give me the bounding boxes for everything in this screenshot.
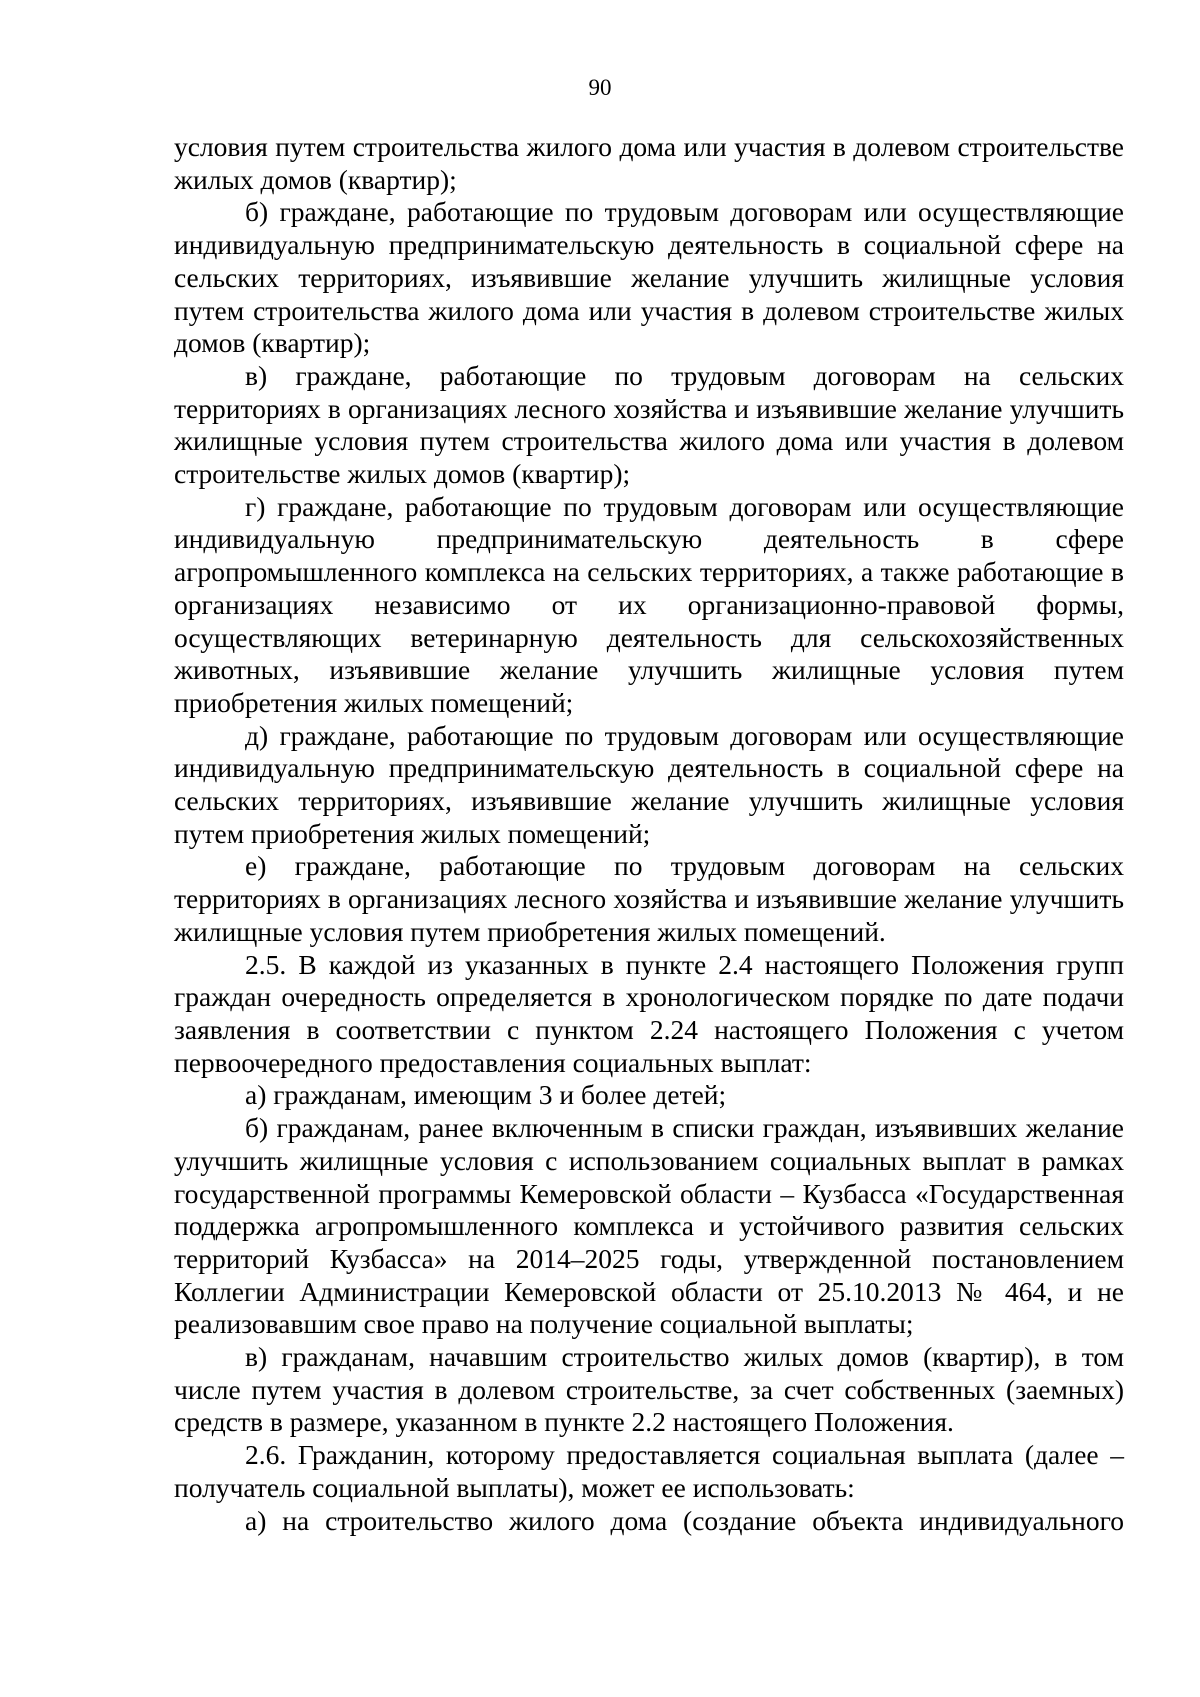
document-body <box>174 131 1124 1537</box>
paragraph: а) гражданам, имеющим 3 и более детей; <box>245 1079 727 1111</box>
paragraph: а) на строительство жилого дома (создание объекта индивидуального <box>245 1504 1124 1536</box>
paragraph: е) граждане, работающие по трудовым договорам на сельских территориях в организациях лесного хозяйства и изъявившие желание улучшить жилищные условия путем приобретения жилых помещений. <box>174 850 1124 947</box>
paragraph: в) гражданам, начавшим строительство жилых домов (квартир), в том числе путем участия в долевом строительстве, за счет собственных (заемных) средств в размере, указанном в пункте 2.2 настоящего Положения. <box>174 1341 1124 1438</box>
paragraph: б) гражданам, ранее включенным в списки граждан, изъявивших желание улучшить жилищные условия с использованием социальных выплат в рамках государственной программы Кемеровской области – Кузбасса «Государственная поддержка агропромышленного комплекса и устойчивого развития сельских территорий Кузбасса» на 2014–2025 годы, утвержденной постановлением Коллегии Администрации Кемеровской области от 25.10.2013 № 464, и не реализовавшим свое право на получение социальной выплаты; <box>174 1112 1124 1340</box>
paragraph: 2.6. Гражданин, которому предоставляется социальная выплата (далее – получатель социальной выплаты), может ее использовать: <box>174 1439 1124 1503</box>
paragraph: 2.5. В каждой из указанных в пункте 2.4 настоящего Положения групп граждан очередность определяется в хронологическом порядке по дате подачи заявления в соответствии с пунктом 2.24 настоящего Положения с учетом первоочередного предоставления социальных выплат: <box>174 948 1124 1078</box>
paragraph: д) граждане, работающие по трудовым договорам или осуществляющие индивидуальную предпринимательскую деятельность в социальной сфере на сельских территориях, изъявившие желание улучшить жилищные условия путем приобретения жилых помещений; <box>174 719 1124 849</box>
paragraph: б) граждане, работающие по трудовым договорам или осуществляющие индивидуальную предпринимательскую деятельность в социальной сфере на сельских территориях, изъявившие желание улучшить жилищные условия путем строительства жилого дома или участия в долевом строительстве жилых домов (квартир); <box>174 196 1124 359</box>
paragraph: г) граждане, работающие по трудовым договорам или осуществляющие индивидуальную предпринимательскую деятельность в сфере агропромышленного комплекса на сельских территориях, а также работающие в организациях независимо от их организационно-правовой формы, осуществляющих ветеринарную деятельность для сельскохозяйственных животных, изъявившие желание улучшить жилищные условия путем приобретения жилых помещений; <box>174 490 1124 718</box>
page-number: 90 <box>588 75 612 100</box>
paragraph: условия путем строительства жилого дома или участия в долевом строительстве жилых домов (квартир); <box>174 131 1124 195</box>
paragraph: в) граждане, работающие по трудовым договорам на сельских территориях в организациях лесного хозяйства и изъявившие желание улучшить жилищные условия путем строительства жилого дома или участия в долевом строительстве жилых домов (квартир); <box>174 359 1124 490</box>
